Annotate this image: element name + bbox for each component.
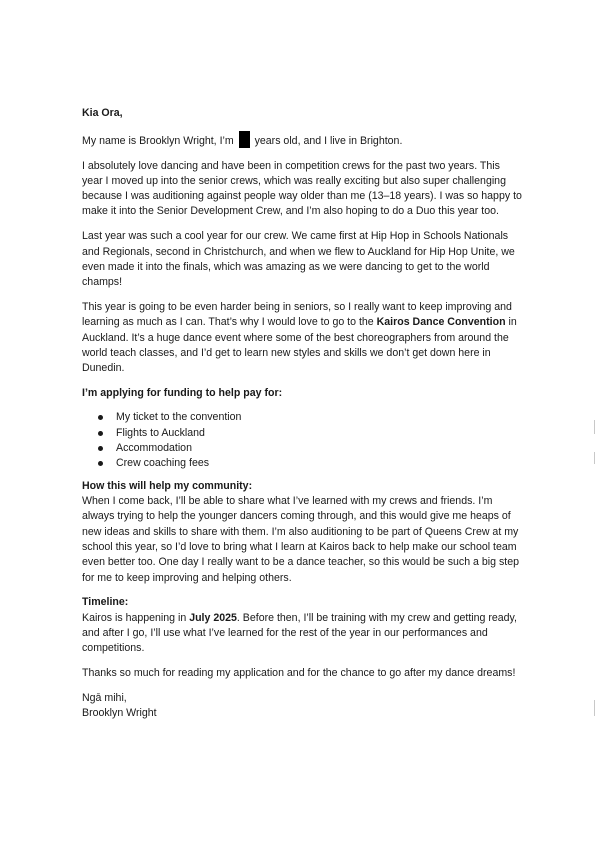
thanks-paragraph: Thanks so much for reading my application and for the chance to go after my dance dreams! [82,667,516,680]
timeline-heading: Timeline: [82,596,129,609]
funding-heading: I’m applying for funding to help pay for: [82,386,283,399]
timeline-text-after: . Before then, I’ll be training with my crew and getting ready, and after I go, I’ll use what I’ve learned for the rest of the year in our performances and competitions. [82,611,517,655]
redaction-box [239,131,250,148]
scan-artifact [594,452,595,464]
paragraph-competition-crews: I absolutely love dancing and have been in competition crews for the past two years. This year I moved up into the senior crews, which was really exciting but also super challenging because I was auditioning against people way older than me (13–18 years). I was so happy to make it into the Senior Development Crew, and I’m also hoping to do a Duo this year too. [82,159,522,218]
list-item [98,456,522,471]
list-item [98,410,522,425]
community-paragraph: When I come back, I’ll be able to share what I’ve learned with my crews and friends. I’m always trying to help the younger dancers coming through, and this would give me heaps of new ideas and skills to share with them. I’m also auditioning to be part of Queens Crew at my school this year, so I’d love to bring what I learn at Kairos back to help make our school team even better too. One day I really want to be a dance teacher, so this would be such a big step for me to keep improving and helping others. [82,495,519,584]
intro-text-before: My name is Brooklyn Wright, I’m [82,134,237,147]
list-item-text: Crew coaching fees [116,457,210,470]
timeline-paragraph [82,611,522,657]
bullet-icon [98,415,103,420]
signature-name: Brooklyn Wright [82,707,157,720]
funding-list [82,410,522,472]
list-item-text: Flights to Auckland [116,426,205,439]
letter-page [82,106,522,721]
kairos-text-after: in Auckland. It’s a huge dance event where some of the best choreographers from around the world teach classes, and I’d get to learn new styles and skills we don’t get down here in Dunedin. [82,316,517,375]
list-item-text: Accommodation [116,442,192,455]
signoff: Ngā mihi, [82,691,127,704]
paragraph-last-year: Last year was such a cool year for our crew. We came first at Hip Hop in Schools Nationals and Regionals, second in Christchurch, and when we flew to Auckland for Hip Hop Unite, we even made it into the finals, which was amazing as we were dancing to get to the world champs! [82,230,515,289]
community-heading: How this will help my community: [82,479,253,492]
bullet-icon [98,461,103,466]
bullet-icon [98,446,103,451]
timeline-text-before: Kairos is happening in [82,611,190,624]
scan-artifact [594,420,595,434]
list-item [98,441,522,456]
intro-text-after: years old, and I live in Brighton. [251,134,403,147]
list-item-text: My ticket to the convention [116,411,242,424]
timeline-date: July 2025 [189,611,237,624]
bullet-icon [98,431,103,436]
paragraph-kairos [82,300,522,376]
kairos-text-before: This year is going to be even harder being in seniors, so I really want to keep improving and learning as much as I can. That’s why I would love to go to the [82,300,512,329]
scan-artifact [594,700,595,716]
kairos-event-name: Kairos Dance Convention [376,316,506,329]
intro-paragraph [82,131,522,149]
greeting: Kia Ora, [82,107,123,119]
list-item [98,426,522,441]
